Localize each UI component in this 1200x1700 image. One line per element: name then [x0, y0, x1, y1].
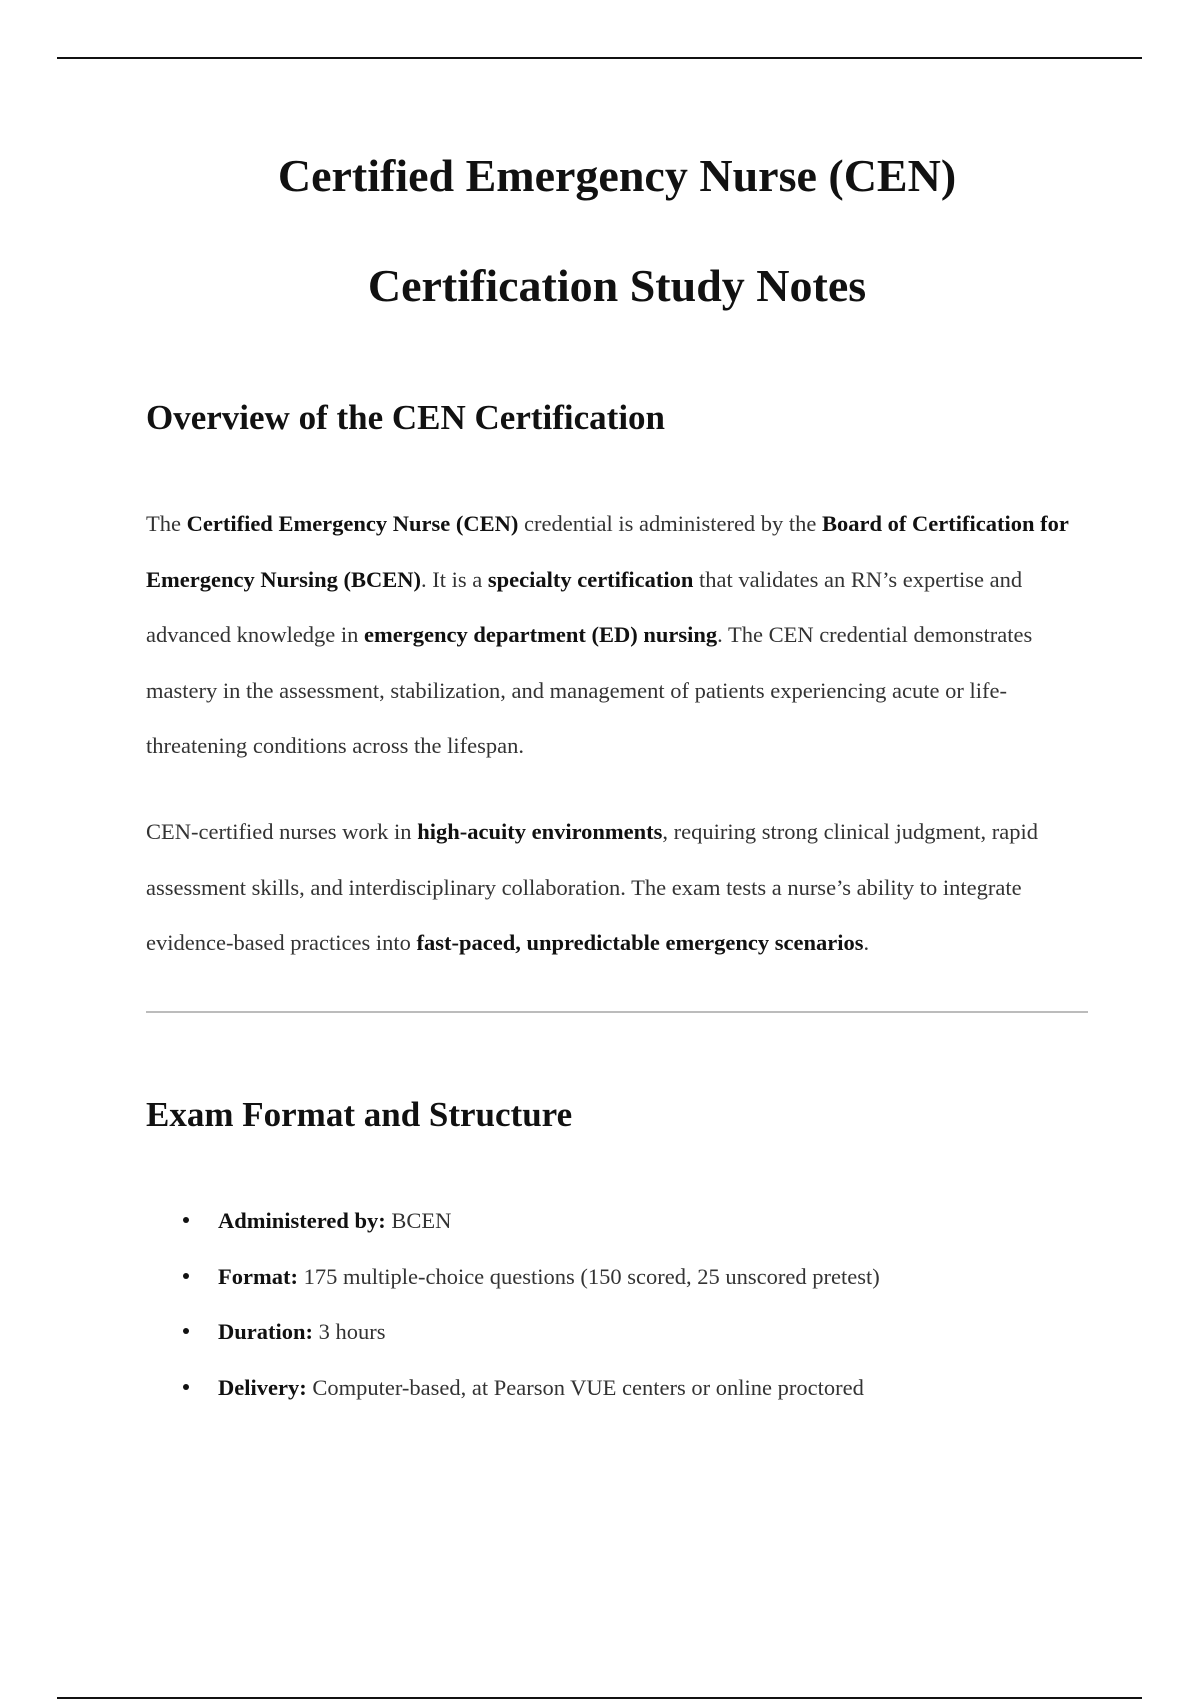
text-run: The — [146, 511, 187, 536]
section-divider — [146, 1011, 1088, 1013]
bold-term: Board of Certification for Emergency Nursing (BCEN) — [146, 511, 1069, 592]
bold-term: fast-paced, unpredictable emergency scenarios — [416, 930, 864, 955]
overview-paragraph-1 — [146, 496, 1086, 774]
overview-heading: Overview of the CEN Certification — [146, 398, 666, 437]
overview-paragraph-2 — [146, 804, 1086, 971]
document-title-line-1: Certified Emergency Nurse (CEN) — [277, 150, 957, 201]
bold-term: high-acuity environments — [417, 819, 663, 844]
item-label: Delivery: — [218, 1374, 307, 1400]
item-value: BCEN — [385, 1208, 452, 1233]
bullet-icon — [183, 1328, 189, 1334]
list-item — [146, 1360, 1086, 1416]
item-value: 3 hours — [313, 1319, 386, 1344]
bullet-icon — [183, 1273, 189, 1279]
item-label: Format: — [218, 1263, 298, 1289]
list-item — [146, 1249, 1086, 1305]
text-run: CEN-certified nurses work in — [146, 819, 418, 844]
text-run: . The CEN credential demonstrates mastery in the assessment, stabilization, and management of patients experiencing acute or life-threatening conditions across the lifespan. — [146, 622, 1033, 758]
item-label: Administered by: — [218, 1208, 386, 1233]
text-run: that validates an RN’s expertise and advanced knowledge in — [146, 566, 1023, 647]
text-run: . — [863, 930, 870, 955]
item-value: Computer-based, at Pearson VUE centers or online proctored — [306, 1374, 864, 1400]
bullet-icon — [183, 1384, 189, 1390]
item-label: Duration: — [218, 1319, 313, 1344]
item-value: 175 multiple-choice questions (150 scored, 25 unscored pretest) — [297, 1263, 880, 1289]
text-run: , requiring strong clinical judgment, rapid assessment skills, and interdisciplinary collaboration. The exam tests a nurse’s ability to integrate evidence-based practices into — [146, 819, 1038, 955]
exam-details-list — [146, 1193, 1086, 1415]
bold-term: specialty certification — [487, 566, 694, 592]
text-run: credential is administered by the — [518, 511, 823, 536]
page-bottom-rule — [57, 1697, 1142, 1699]
document-title-line-2: Certification Study Notes — [367, 260, 867, 311]
text-run: . It is a — [420, 566, 488, 592]
page-top-rule — [57, 57, 1142, 59]
list-item — [146, 1193, 1086, 1249]
list-item — [146, 1304, 1086, 1360]
bold-term: emergency department (ED) nursing — [364, 622, 718, 647]
exam-format-heading: Exam Format and Structure — [146, 1095, 573, 1134]
bold-term: Certified Emergency Nurse (CEN) — [186, 511, 519, 536]
bullet-icon — [183, 1217, 189, 1223]
